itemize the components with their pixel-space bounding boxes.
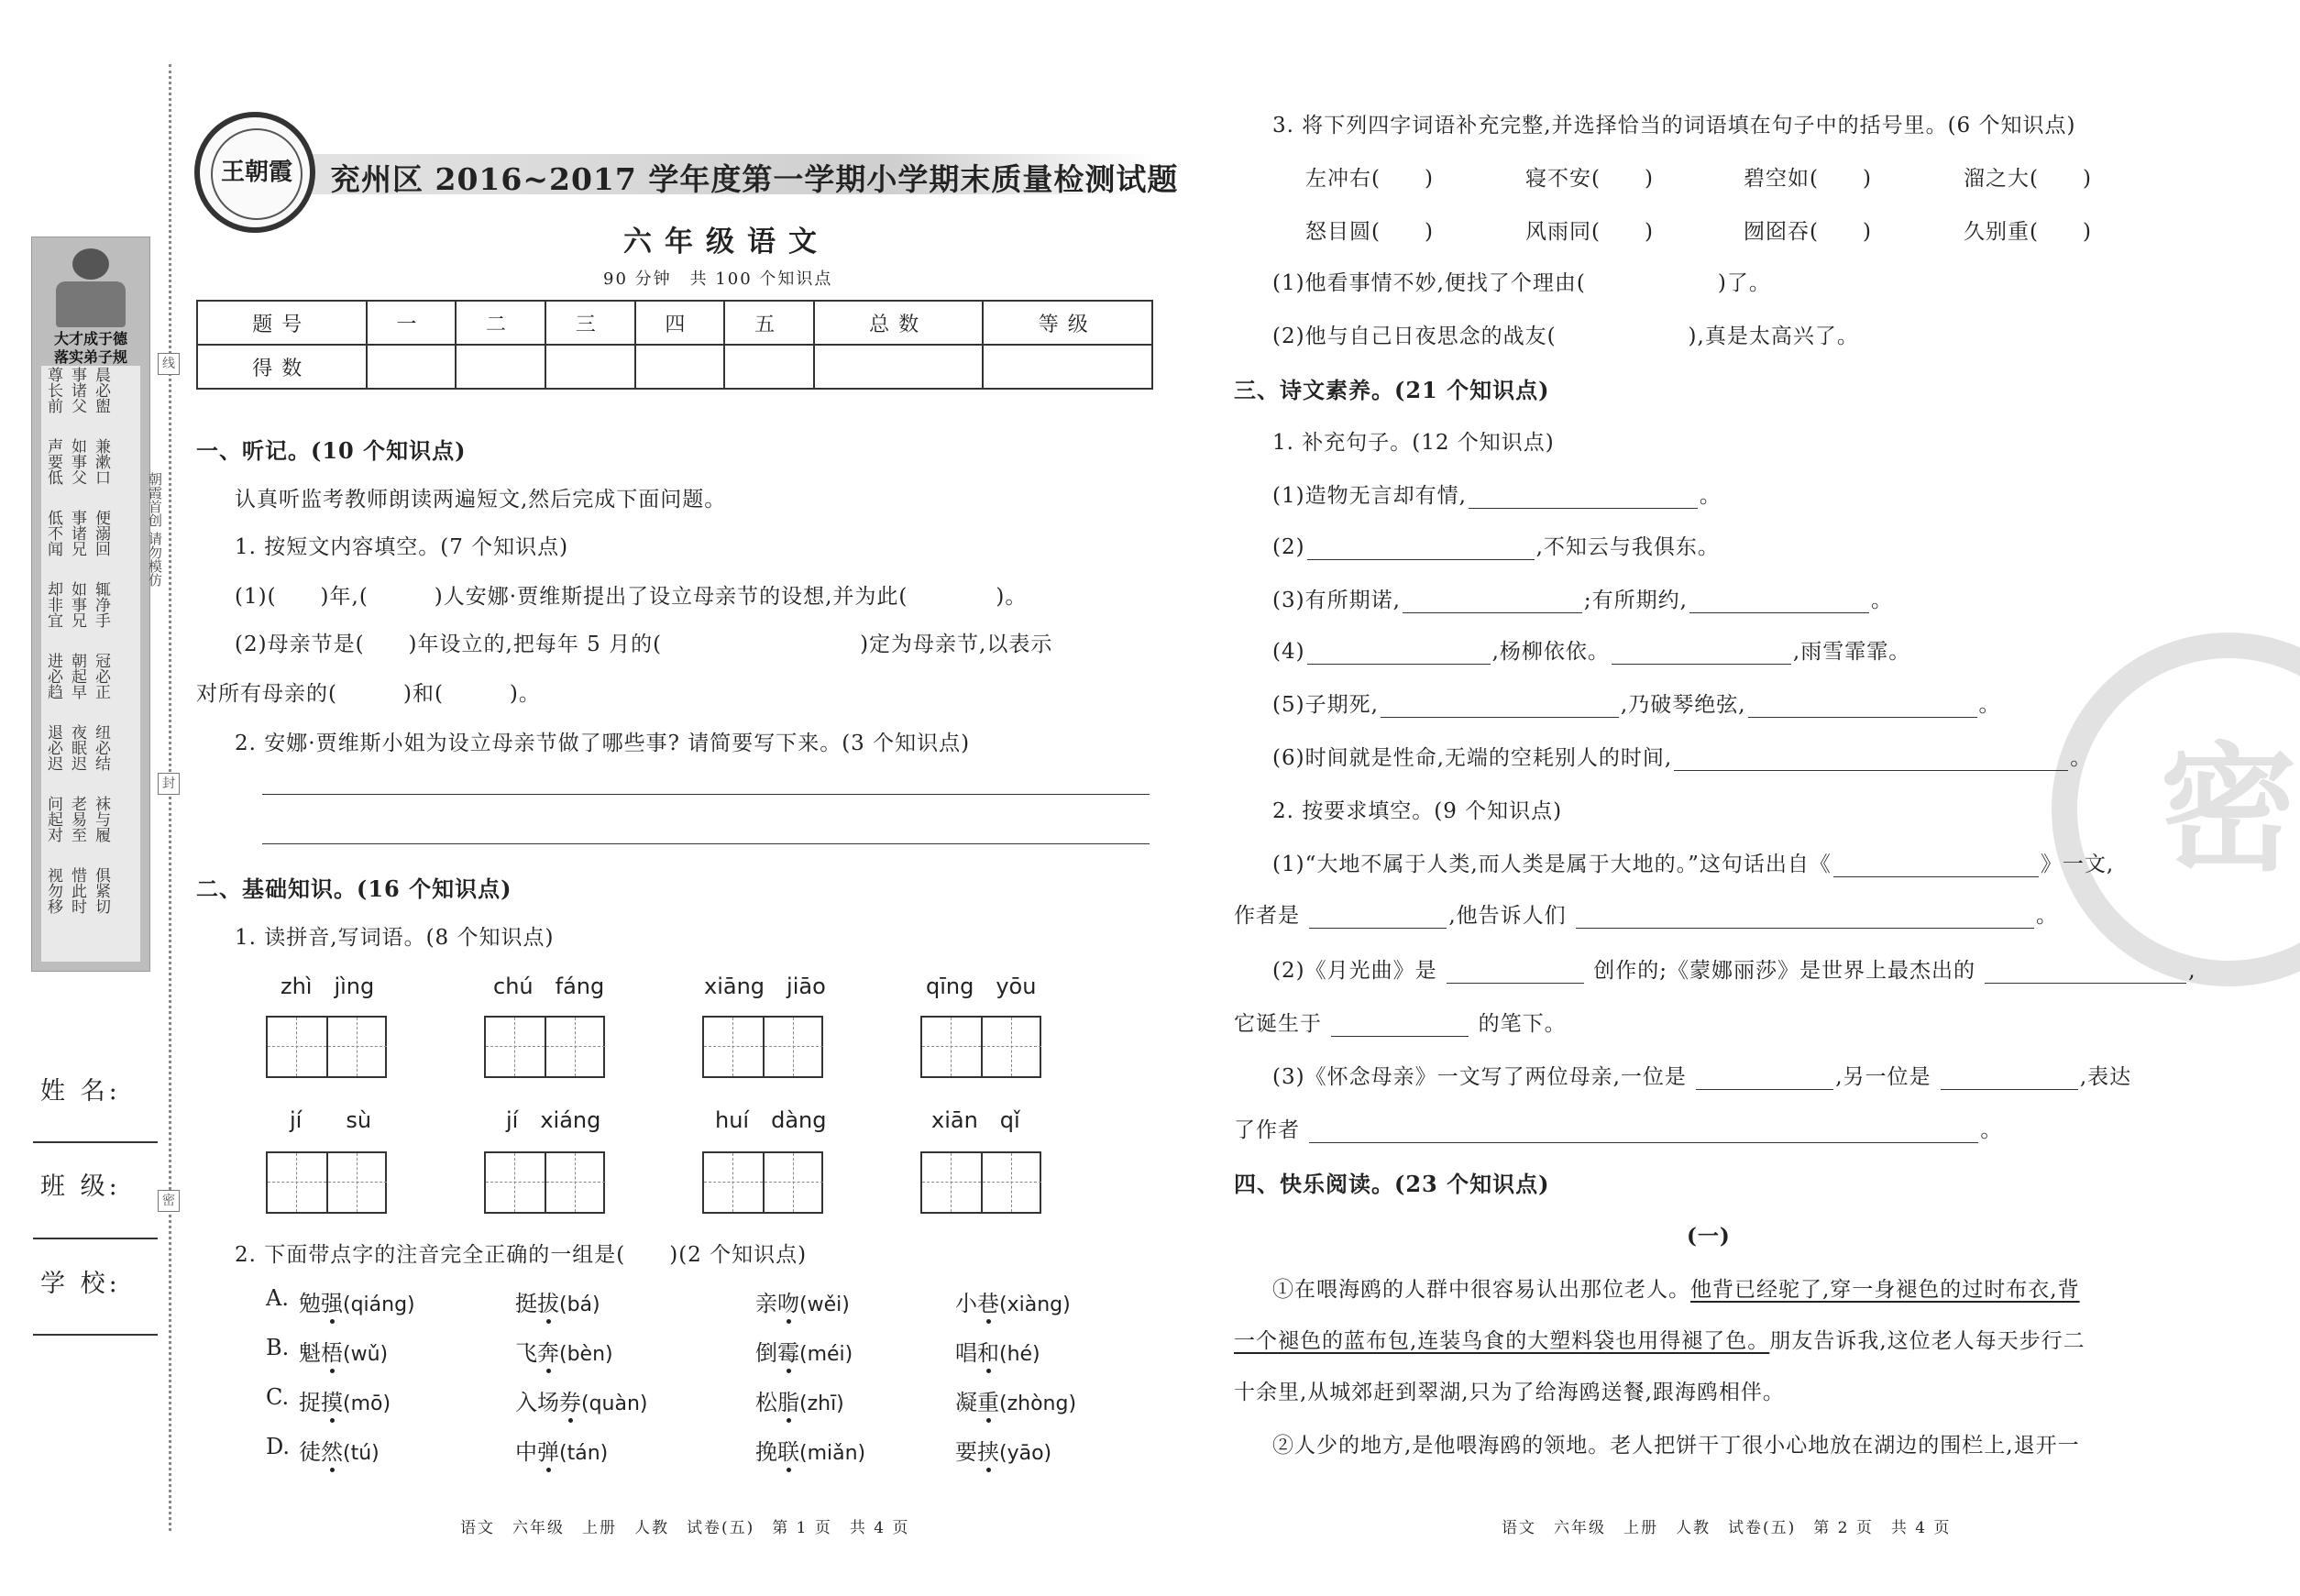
fill-blank[interactable] (1447, 959, 1584, 984)
plain-character: 挽 (755, 1439, 777, 1465)
pinyin-label: jí xiáng (506, 1107, 601, 1133)
plain-character: 挺 (515, 1291, 537, 1316)
rule-phrase: 夜眠迟 (68, 724, 86, 771)
rule-phrase: 如事兄 (68, 581, 86, 628)
fill-blank[interactable] (1307, 535, 1535, 560)
fill-blank[interactable] (1381, 693, 1619, 718)
cut-mark-seal: 封 (158, 773, 180, 795)
idiom-item: 风雨同( ) (1525, 220, 1654, 244)
rule-phrase: 退必迟 (44, 724, 62, 771)
plain-character: 凝 (955, 1390, 977, 1415)
score-input[interactable] (456, 345, 545, 389)
score-cell: 三 (545, 301, 635, 345)
cut-mark-secret: 密 (158, 1190, 180, 1212)
score-input[interactable] (724, 345, 814, 389)
s1-q1: 1. 按短文内容填空。(7 个知识点) (235, 535, 569, 559)
score-input[interactable] (814, 345, 984, 389)
dotted-character: 摸 (321, 1390, 343, 1415)
writing-grid[interactable] (266, 1016, 387, 1078)
answer-line[interactable] (262, 794, 1150, 795)
dotted-character: 然 (321, 1439, 343, 1465)
mascot-body-icon (56, 281, 126, 327)
dotted-character: 和 (977, 1340, 999, 1366)
score-table-header-row (197, 301, 1152, 345)
score-cell: 等级 (983, 301, 1152, 345)
writing-grid[interactable] (266, 1151, 387, 1214)
fill-blank[interactable] (1331, 1012, 1469, 1037)
req-line-1a: (1)“大地不属于人类,而人类是属于大地的。”这句话出自《 》一文, (1272, 853, 2115, 876)
s1-q2: 2. 安娜·贾维斯小姐为设立母亲节做了哪些事? 请简要写下来。(3 个知识点) (235, 732, 971, 755)
dotted-character: 奔 (537, 1340, 559, 1366)
fill-blank[interactable] (1309, 1118, 1978, 1143)
dotted-character: 巷 (977, 1291, 999, 1316)
fill-blank[interactable] (1309, 904, 1447, 929)
option-word: 挺拔(bá) (515, 1291, 600, 1316)
rule-phrase: 纽必结 (92, 724, 110, 771)
req-line-3a: (3)《怀念母亲》一文写了两位母亲,一位是 ,另一位是 ,表达 (1272, 1065, 2132, 1089)
section-4-title: 四、快乐阅读。(23 个知识点) (1234, 1171, 1550, 1197)
option-word: 要挟(yāo) (955, 1439, 1052, 1465)
p2-q3-sentence2: (2)他与自己日夜思念的战友( ),真是太高兴了。 (1272, 325, 1859, 348)
score-cell: 二 (456, 301, 545, 345)
req-line-2b: 它诞生于 的笔下。 (1234, 1012, 1567, 1036)
score-cell: 得数 (197, 345, 367, 389)
option-word: 入场券(quàn) (515, 1390, 648, 1415)
fill-blank[interactable] (1403, 589, 1582, 613)
plain-character: 松 (755, 1390, 777, 1415)
req-line-2a: (2)《月光曲》是 创作的;《蒙娜丽莎》是世界上最杰出的 , (1272, 959, 2196, 983)
reading-p1-line1: ①在喂海鸥的人群中很容易认出那位老人。他背已经驼了,穿一身褪色的过时布衣,背 (1272, 1278, 2080, 1302)
plain-character: 中 (515, 1439, 537, 1465)
option-word: 魁梧(wǔ) (299, 1340, 389, 1366)
section-3-title: 三、诗文素养。(21 个知识点) (1234, 377, 1550, 403)
exam-title: 兖州区 2016~2017 学年度第一学期小学期末质量检测试题 (330, 161, 1179, 197)
fill-blank[interactable] (1748, 693, 1977, 718)
s2-q2: 2. 下面带点字的注音完全正确的一组是( )(2 个知识点) (235, 1243, 808, 1267)
plain-character: 要 (955, 1439, 977, 1465)
rule-phrase: 袜与履 (92, 796, 110, 842)
school-field[interactable] (33, 1334, 158, 1336)
idiom-item: 怒目圆( ) (1305, 220, 1434, 244)
score-input[interactable] (367, 345, 457, 389)
req-line-3b: 了作者 。 (1234, 1118, 2003, 1142)
fold-dotted-line (169, 64, 171, 1531)
score-table (196, 300, 1153, 390)
name-field[interactable] (33, 1141, 158, 1143)
pinyin-label: jí sù (290, 1107, 372, 1133)
dotted-character: 脂 (777, 1390, 799, 1415)
score-cell: 五 (724, 301, 814, 345)
answer-line[interactable] (262, 843, 1150, 844)
s2-q1: 1. 读拼音,写词语。(8 个知识点) (235, 926, 555, 950)
section-2-title: 二、基础知识。(16 个知识点) (196, 875, 512, 902)
score-cell: 四 (635, 301, 725, 345)
pinyin-label: qīng yōu (926, 974, 1037, 999)
fill-blank[interactable] (1576, 904, 2034, 929)
writing-grid[interactable] (484, 1016, 605, 1078)
brand-logo-text: 王朝霞 (211, 128, 303, 220)
fill-blank[interactable] (1696, 1065, 1833, 1090)
reading-p2-line1: ②人少的地方,是他喂海鸥的领地。老人把饼干丁很小心地放在湖边的围栏上,退开一 (1272, 1434, 2080, 1458)
rule-phrase: 低不闻 (44, 510, 62, 556)
writing-grid[interactable] (920, 1151, 1041, 1214)
mascot-head-icon (72, 248, 109, 280)
fill-blank[interactable] (1612, 640, 1791, 665)
reading-p1-line2: 一个褪色的蓝布包,连装鸟食的大塑料袋也用得褪了色。朋友告诉我,这位老人每天步行二 (1234, 1329, 2085, 1353)
dotted-character: 拔 (537, 1291, 559, 1316)
cut-mark-line: 线 (158, 353, 180, 375)
option-letter[interactable]: A. (266, 1285, 289, 1311)
idiom-item: 左冲右( ) (1305, 167, 1434, 191)
subject-title: 六年级语文 (623, 226, 830, 259)
option-word: 飞奔(bèn) (515, 1340, 613, 1366)
idiom-item: 寝不安( ) (1525, 167, 1654, 191)
score-cell: 一 (367, 301, 457, 345)
rule-phrase: 进必趋 (44, 653, 62, 699)
option-word: 挽联(miǎn) (755, 1439, 866, 1465)
underlined-sentence: 他背已经驼了,穿一身褪色的过时布衣,背 (1690, 1278, 2080, 1302)
rule-phrase: 尊长前 (44, 367, 62, 413)
seal-note: 朝霞首创 请勿模仿 (147, 472, 163, 587)
option-word: 小巷(xiàng) (955, 1291, 1071, 1316)
brand-logo (194, 112, 315, 233)
p2-q3-sentence1: (1)他看事情不妙,便找了个理由( )了。 (1272, 271, 1771, 295)
plain-character: 倒 (755, 1340, 777, 1366)
fill-line-4: (4) ,杨柳依依。 ,雨雪霏霏。 (1272, 640, 1911, 664)
idiom-item: 久别重( ) (1964, 220, 2092, 244)
writing-grid[interactable] (702, 1016, 823, 1078)
page1-footer: 语文 六年级 上册 人教 试卷(五) 第 1 页 共 4 页 (460, 1519, 910, 1537)
pinyin-label: xiān qǐ (931, 1107, 1020, 1133)
p2-q3-title: 3. 将下列四字词语补充完整,并选择恰当的词语填在句子中的括号里。(6 个知识点) (1272, 114, 2076, 138)
score-input[interactable] (635, 345, 725, 389)
option-word: 凝重(zhòng) (955, 1390, 1077, 1415)
option-word: 松脂(zhī) (755, 1390, 844, 1415)
rule-phrase: 晨必盥 (92, 367, 110, 413)
pinyin-label: xiāng jiāo (704, 974, 826, 999)
page2-footer: 语文 六年级 上册 人教 试卷(五) 第 2 页 共 4 页 (1502, 1519, 1952, 1537)
rule-phrase: 朝起早 (68, 653, 86, 699)
rule-phrase: 老易至 (68, 796, 86, 842)
plain-character: 飞 (515, 1340, 537, 1366)
dotted-character: 券 (559, 1390, 581, 1415)
s3-q2: 2. 按要求填空。(9 个知识点) (1272, 799, 1563, 823)
rule-phrase: 事诸父 (68, 367, 86, 413)
rule-phrase: 却非宜 (44, 581, 62, 628)
fill-line-6: (6)时间就是性命,无端的空耗别人的时间, 。 (1272, 746, 2093, 770)
fill-blank[interactable] (1689, 589, 1869, 613)
plain-character: 捉 (299, 1390, 321, 1415)
idiom-item: 溜之大( ) (1964, 167, 2092, 191)
fill-blank[interactable] (1985, 959, 2186, 984)
dotted-character: 梧 (321, 1340, 343, 1366)
idiom-item: 碧空如( ) (1744, 167, 1872, 191)
s1-q1-line1: (1)( )年,( )人安娜·贾维斯提出了设立母亲节的设想,并为此( )。 (235, 585, 1028, 609)
option-word: 唱和(hé) (955, 1340, 1040, 1366)
rule-phrase: 声要低 (44, 438, 62, 485)
dotted-character: 挟 (977, 1439, 999, 1465)
exam-meta: 90 分钟 共 100 个知识点 (603, 270, 833, 289)
score-input[interactable] (983, 345, 1152, 389)
underlined-sentence: 一个褪色的蓝布包,连装鸟食的大塑料袋也用得褪了色。 (1234, 1329, 1770, 1353)
rule-phrase: 如事父 (68, 438, 86, 485)
s1-intro: 认真听监考教师朗读两遍短文,然后完成下面问题。 (235, 488, 727, 512)
option-letter[interactable]: B. (266, 1335, 290, 1360)
reading-p1-line3: 十余里,从城郊赶到翠湖,只为了给海鸥送餐,跟海鸥相伴。 (1234, 1381, 1785, 1404)
motto-line-2: 落实弟子规 (53, 348, 127, 366)
req-line-1b: 作者是 ,他告诉人们 。 (1234, 904, 2058, 928)
fill-line-2: (2) ,不知云与我俱东。 (1272, 535, 1720, 559)
name-label: 姓 名: (40, 1077, 121, 1106)
fill-blank[interactable] (1833, 853, 2039, 877)
plain-character: 唱 (955, 1340, 977, 1366)
option-word: 亲吻(wěi) (755, 1291, 850, 1316)
fill-blank[interactable] (1307, 640, 1491, 665)
dotted-character: 联 (777, 1439, 799, 1465)
dotted-character: 强 (321, 1291, 343, 1316)
writing-grid[interactable] (702, 1151, 823, 1214)
rule-phrase: 俱紧切 (92, 867, 110, 914)
rule-phrase: 辄净手 (92, 581, 110, 628)
fill-line-3: (3)有所期诺, ;有所期约, 。 (1272, 589, 1893, 612)
rule-phrase: 冠必正 (92, 653, 110, 699)
rule-phrase: 问起对 (44, 796, 62, 842)
s3-q1: 1. 补充句子。(12 个知识点) (1272, 431, 1555, 455)
class-label: 班 级: (40, 1172, 121, 1201)
dotted-character: 重 (977, 1390, 999, 1415)
pinyin-label: chú fáng (493, 974, 605, 999)
fill-line-5: (5)子期死, ,乃破琴绝弦, 。 (1272, 693, 2001, 717)
score-cell: 题号 (197, 301, 367, 345)
option-letter[interactable]: C. (266, 1384, 290, 1410)
plain-character: 小 (955, 1291, 977, 1316)
school-label: 学 校: (40, 1270, 121, 1298)
option-word: 徒然(tú) (299, 1439, 380, 1465)
fill-blank[interactable] (1674, 746, 2068, 771)
plain-character: 徒 (299, 1439, 321, 1465)
dotted-character: 霉 (777, 1340, 799, 1366)
rule-phrase: 惜此时 (68, 867, 86, 914)
option-word: 捉摸(mō) (299, 1390, 391, 1415)
section-1-title: 一、听记。(10 个知识点) (196, 437, 467, 464)
class-field[interactable] (33, 1238, 158, 1239)
fill-blank[interactable] (1941, 1065, 2078, 1090)
option-word: 倒霉(méi) (755, 1340, 853, 1366)
option-word: 中弹(tán) (515, 1439, 609, 1465)
dotted-character: 吻 (777, 1291, 799, 1316)
rule-phrase: 视勿移 (44, 867, 62, 914)
score-input[interactable] (545, 345, 635, 389)
plain-character: 勉 (299, 1291, 321, 1316)
writing-grid[interactable] (484, 1151, 605, 1214)
score-cell: 总数 (814, 301, 984, 345)
rule-phrase: 事诸兄 (68, 510, 86, 556)
rule-phrase: 便溺回 (92, 510, 110, 556)
s1-q1-line3: 对所有母亲的( )和( )。 (196, 682, 541, 706)
fill-blank[interactable] (1469, 484, 1698, 509)
plain-character: 魁 (299, 1340, 321, 1366)
secret-watermark: 密 (2052, 633, 2300, 986)
s1-q1-line2: (2)母亲节是( )年设立的,把每年 5 月的( )定为母亲节,以表示 (235, 633, 1053, 656)
option-word: 勉强(qiáng) (299, 1291, 415, 1316)
score-table-score-row (197, 345, 1152, 389)
plain-character: 入场 (515, 1390, 559, 1415)
fill-line-1: (1)造物无言却有情, 。 (1272, 484, 1722, 508)
idiom-item: 囫囵吞( ) (1744, 220, 1872, 244)
option-letter[interactable]: D. (266, 1434, 291, 1459)
rule-phrase: 兼漱口 (92, 438, 110, 485)
motto-line-1: 大才成于德 (53, 330, 127, 347)
pinyin-label: zhì jìng (281, 974, 375, 999)
plain-character: 亲 (755, 1291, 777, 1316)
writing-grid[interactable] (920, 1016, 1041, 1078)
reading-part-label: (一) (1687, 1224, 1731, 1249)
pinyin-label: huí dàng (715, 1107, 827, 1133)
dotted-character: 弹 (537, 1439, 559, 1465)
